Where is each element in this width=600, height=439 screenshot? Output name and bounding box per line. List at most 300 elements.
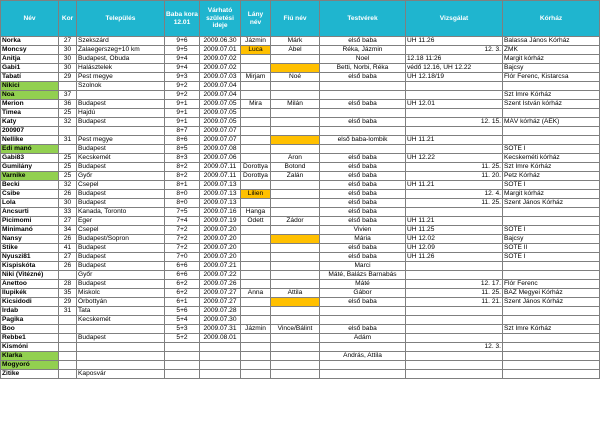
cell-nev[interactable]: Picimomi xyxy=(1,217,59,226)
cell-testverek[interactable]: Máté, Balázs Barnabás xyxy=(320,271,406,280)
cell-nev[interactable]: Gabi1 xyxy=(1,64,59,73)
cell-fiu[interactable]: Vince/Bálint xyxy=(271,325,320,334)
cell-varhato[interactable]: 2009.08.01 xyxy=(200,334,241,343)
cell-kor[interactable]: 27 xyxy=(59,217,77,226)
cell-nev[interactable]: Boo xyxy=(1,325,59,334)
cell-kor[interactable]: 31 xyxy=(59,136,77,145)
cell-telepules[interactable]: Tata xyxy=(77,307,165,316)
cell-kor[interactable] xyxy=(59,352,77,361)
cell-nev[interactable]: Nyuszi81 xyxy=(1,253,59,262)
cell-varhato[interactable]: 2009.07.08 xyxy=(200,145,241,154)
cell-kor[interactable]: 25 xyxy=(59,172,77,181)
cell-nev[interactable]: Irdab xyxy=(1,307,59,316)
cell-fiu[interactable] xyxy=(271,316,320,325)
cell-telepules[interactable] xyxy=(77,127,165,136)
cell-babakora[interactable]: 8+5 xyxy=(165,145,200,154)
cell-varhato[interactable]: 2009.07.11 xyxy=(200,172,241,181)
cell-babakora[interactable]: 9+4 xyxy=(165,55,200,64)
cell-testverek[interactable]: első baba xyxy=(320,325,406,334)
cell-korhaz[interactable]: Flór Ferenc xyxy=(503,280,600,289)
cell-testverek[interactable]: Marci xyxy=(320,262,406,271)
cell-lany[interactable] xyxy=(241,307,271,316)
cell-kor[interactable]: 26 xyxy=(59,262,77,271)
cell-fiu[interactable] xyxy=(271,361,320,370)
cell-nev[interactable]: Tabatí xyxy=(1,73,59,82)
cell-fiu[interactable] xyxy=(271,82,320,91)
cell-babakora[interactable]: 8+0 xyxy=(165,190,200,199)
cell-nev[interactable]: Anettoo xyxy=(1,280,59,289)
cell-fiu[interactable]: Zalán xyxy=(271,172,320,181)
cell-nev[interactable]: Nansy xyxy=(1,235,59,244)
cell-babakora[interactable] xyxy=(165,343,200,352)
cell-vizsgalat[interactable] xyxy=(406,334,503,343)
cell-vizsgalat[interactable] xyxy=(406,316,503,325)
cell-testverek[interactable]: első baba xyxy=(320,154,406,163)
cell-lany[interactable]: Jázmin xyxy=(241,325,271,334)
cell-kor[interactable] xyxy=(59,361,77,370)
cell-korhaz[interactable]: BAZ Megyei Kórház xyxy=(503,289,600,298)
cell-kor[interactable]: 34 xyxy=(59,226,77,235)
cell-kor[interactable]: 35 xyxy=(59,289,77,298)
cell-kor[interactable]: 32 xyxy=(59,181,77,190)
cell-babakora[interactable]: 8+7 xyxy=(165,127,200,136)
cell-lany[interactable] xyxy=(241,298,271,307)
cell-korhaz[interactable] xyxy=(503,109,600,118)
cell-nev[interactable]: Zitike xyxy=(1,370,59,379)
cell-testverek[interactable]: első baba xyxy=(320,217,406,226)
cell-telepules[interactable]: Hajdú xyxy=(77,109,165,118)
cell-babakora[interactable]: 6+6 xyxy=(165,271,200,280)
cell-telepules[interactable]: Csepel xyxy=(77,226,165,235)
cell-vizsgalat[interactable] xyxy=(406,73,503,82)
cell-vizsgalat[interactable] xyxy=(406,37,503,46)
cell-nev[interactable]: Stike xyxy=(1,244,59,253)
cell-korhaz[interactable] xyxy=(503,343,600,352)
cell-lany[interactable] xyxy=(241,154,271,163)
cell-lany[interactable]: Odett xyxy=(241,217,271,226)
cell-lany[interactable] xyxy=(241,91,271,100)
cell-testverek[interactable] xyxy=(320,370,406,379)
cell-korhaz[interactable]: ZMK xyxy=(503,46,600,55)
cell-korhaz[interactable] xyxy=(503,307,600,316)
cell-nev[interactable]: Edi manó xyxy=(1,145,59,154)
cell-korhaz[interactable]: Bajcsy xyxy=(503,64,600,73)
cell-telepules[interactable]: Budapest xyxy=(77,199,165,208)
cell-lany[interactable] xyxy=(241,118,271,127)
cell-babakora[interactable]: 9+1 xyxy=(165,118,200,127)
cell-lany[interactable] xyxy=(241,361,271,370)
header-fiu[interactable]: Fiú név xyxy=(271,1,320,37)
cell-telepules[interactable] xyxy=(77,325,165,334)
cell-nev[interactable]: Pagika xyxy=(1,316,59,325)
cell-nev[interactable]: Kicsidodi xyxy=(1,298,59,307)
cell-lany[interactable] xyxy=(241,244,271,253)
cell-babakora[interactable]: 7+4 xyxy=(165,217,200,226)
cell-lany[interactable] xyxy=(241,316,271,325)
cell-fiu[interactable]: Milán xyxy=(271,100,320,109)
cell-varhato[interactable]: 2009.07.31 xyxy=(200,325,241,334)
cell-korhaz[interactable]: SOTE I xyxy=(503,253,600,262)
cell-vizsgalat[interactable] xyxy=(406,370,503,379)
cell-kor[interactable]: 28 xyxy=(59,280,77,289)
cell-nev[interactable]: Nikici xyxy=(1,82,59,91)
cell-varhato[interactable]: 2009.07.27 xyxy=(200,289,241,298)
cell-varhato[interactable] xyxy=(200,370,241,379)
cell-varhato[interactable]: 2009.07.02 xyxy=(200,64,241,73)
cell-babakora[interactable]: 7+2 xyxy=(165,244,200,253)
cell-fiu[interactable] xyxy=(271,136,320,145)
cell-babakora[interactable]: 7+0 xyxy=(165,253,200,262)
cell-babakora[interactable]: 7+2 xyxy=(165,235,200,244)
cell-varhato[interactable]: 2009.07.20 xyxy=(200,226,241,235)
cell-testverek[interactable] xyxy=(320,307,406,316)
cell-testverek[interactable]: Vivien xyxy=(320,226,406,235)
cell-kor[interactable] xyxy=(59,82,77,91)
cell-varhato[interactable]: 2009.07.13 xyxy=(200,181,241,190)
cell-babakora[interactable]: 9+4 xyxy=(165,64,200,73)
cell-nev[interactable]: Gumilány xyxy=(1,163,59,172)
cell-korhaz[interactable] xyxy=(503,262,600,271)
cell-nev[interactable]: Varnike xyxy=(1,172,59,181)
cell-vizsgalat[interactable] xyxy=(406,352,503,361)
cell-lany[interactable] xyxy=(241,199,271,208)
cell-telepules[interactable]: Pest megye xyxy=(77,73,165,82)
cell-korhaz[interactable]: SOTE II xyxy=(503,244,600,253)
cell-korhaz[interactable]: SOTE I xyxy=(503,226,600,235)
cell-vizsgalat[interactable] xyxy=(406,100,503,109)
cell-babakora[interactable]: 7+2 xyxy=(165,226,200,235)
cell-testverek[interactable] xyxy=(320,127,406,136)
cell-varhato[interactable]: 2009.07.05 xyxy=(200,100,241,109)
cell-vizsgalat[interactable] xyxy=(406,199,503,208)
cell-kor[interactable] xyxy=(59,325,77,334)
cell-korhaz[interactable]: Margit kórház xyxy=(503,55,600,64)
cell-telepules[interactable]: Győr xyxy=(77,172,165,181)
cell-korhaz[interactable] xyxy=(503,352,600,361)
cell-testverek[interactable]: első baba xyxy=(320,163,406,172)
cell-telepules[interactable]: Halásztelek xyxy=(77,64,165,73)
cell-nev[interactable]: Klarka xyxy=(1,352,59,361)
cell-vizsgalat[interactable] xyxy=(406,55,503,64)
cell-korhaz[interactable] xyxy=(503,136,600,145)
cell-fiu[interactable] xyxy=(271,190,320,199)
cell-testverek[interactable]: Mária xyxy=(320,235,406,244)
cell-kor[interactable]: 31 xyxy=(59,307,77,316)
cell-fiu[interactable] xyxy=(271,181,320,190)
cell-korhaz[interactable] xyxy=(503,208,600,217)
cell-korhaz[interactable] xyxy=(503,217,600,226)
cell-vizsgalat[interactable] xyxy=(406,280,503,289)
cell-kor[interactable]: 25 xyxy=(59,109,77,118)
cell-fiu[interactable] xyxy=(271,235,320,244)
cell-testverek[interactable]: első baba xyxy=(320,172,406,181)
cell-lany[interactable] xyxy=(241,226,271,235)
cell-lany[interactable] xyxy=(241,352,271,361)
cell-testverek[interactable] xyxy=(320,109,406,118)
cell-kor[interactable] xyxy=(59,271,77,280)
cell-vizsgalat[interactable] xyxy=(406,64,503,73)
cell-lany[interactable] xyxy=(241,82,271,91)
cell-nev[interactable]: Niki (Vitézné) xyxy=(1,271,59,280)
cell-babakora[interactable] xyxy=(165,352,200,361)
cell-fiu[interactable] xyxy=(271,208,320,217)
cell-babakora[interactable]: 9+5 xyxy=(165,46,200,55)
cell-nev[interactable]: Nellike xyxy=(1,136,59,145)
cell-nev[interactable]: Minimanó xyxy=(1,226,59,235)
cell-vizsgalat[interactable] xyxy=(406,145,503,154)
cell-lany[interactable] xyxy=(241,136,271,145)
cell-fiu[interactable] xyxy=(271,64,320,73)
cell-vizsgalat[interactable] xyxy=(406,82,503,91)
cell-kor[interactable] xyxy=(59,370,77,379)
cell-kor[interactable]: 33 xyxy=(59,208,77,217)
cell-kor[interactable] xyxy=(59,343,77,352)
cell-varhato[interactable]: 2009.07.28 xyxy=(200,307,241,316)
cell-varhato[interactable]: 2009.07.30 xyxy=(200,316,241,325)
cell-nev[interactable]: Noa xyxy=(1,91,59,100)
cell-vizsgalat[interactable] xyxy=(406,172,503,181)
cell-telepules[interactable]: Győr xyxy=(77,271,165,280)
cell-testverek[interactable]: Máté xyxy=(320,280,406,289)
cell-nev[interactable]: Anitja xyxy=(1,55,59,64)
cell-varhato[interactable]: 2009.07.13 xyxy=(200,190,241,199)
cell-nev[interactable]: Norka xyxy=(1,37,59,46)
cell-testverek[interactable] xyxy=(320,91,406,100)
cell-korhaz[interactable]: Szent István kórház xyxy=(503,100,600,109)
cell-testverek[interactable]: első baba xyxy=(320,190,406,199)
cell-kor[interactable]: 30 xyxy=(59,55,77,64)
cell-kor[interactable]: 41 xyxy=(59,244,77,253)
cell-korhaz[interactable]: SOTE I xyxy=(503,145,600,154)
cell-korhaz[interactable] xyxy=(503,361,600,370)
cell-kor[interactable] xyxy=(59,127,77,136)
cell-babakora[interactable]: 8+0 xyxy=(165,199,200,208)
cell-kor[interactable]: 27 xyxy=(59,253,77,262)
cell-kor[interactable] xyxy=(59,145,77,154)
cell-testverek[interactable] xyxy=(320,361,406,370)
cell-nev[interactable]: Lola xyxy=(1,199,59,208)
cell-babakora[interactable]: 8+1 xyxy=(165,181,200,190)
cell-kor[interactable]: 30 xyxy=(59,199,77,208)
cell-lany[interactable]: Hanga xyxy=(241,208,271,217)
cell-fiu[interactable] xyxy=(271,271,320,280)
cell-vizsgalat[interactable] xyxy=(406,325,503,334)
cell-kor[interactable]: 26 xyxy=(59,235,77,244)
cell-fiu[interactable] xyxy=(271,298,320,307)
cell-fiu[interactable] xyxy=(271,343,320,352)
cell-vizsgalat[interactable] xyxy=(406,136,503,145)
cell-telepules[interactable]: Budapest xyxy=(77,163,165,172)
cell-vizsgalat[interactable] xyxy=(406,361,503,370)
cell-varhato[interactable]: 2009.07.11 xyxy=(200,163,241,172)
cell-testverek[interactable]: első baba xyxy=(320,253,406,262)
cell-telepules[interactable]: Budapest xyxy=(77,244,165,253)
cell-vizsgalat[interactable] xyxy=(406,253,503,262)
cell-korhaz[interactable] xyxy=(503,316,600,325)
cell-fiu[interactable] xyxy=(271,127,320,136)
cell-nev[interactable]: Gabi83 xyxy=(1,154,59,163)
cell-korhaz[interactable]: Balassa János Kórház xyxy=(503,37,600,46)
cell-lany[interactable]: Dorottya xyxy=(241,172,271,181)
cell-vizsgalat[interactable] xyxy=(406,127,503,136)
cell-telepules[interactable]: Eger xyxy=(77,217,165,226)
cell-lany[interactable] xyxy=(241,127,271,136)
cell-nev[interactable]: Merion xyxy=(1,100,59,109)
cell-babakora[interactable]: 6+2 xyxy=(165,280,200,289)
cell-varhato[interactable]: 2009.07.05 xyxy=(200,109,241,118)
cell-lany[interactable]: Anna xyxy=(241,289,271,298)
cell-korhaz[interactable]: SOTE I xyxy=(503,181,600,190)
cell-testverek[interactable]: Ádám xyxy=(320,334,406,343)
cell-kor[interactable]: 30 xyxy=(59,64,77,73)
cell-korhaz[interactable]: Szent János Kórház xyxy=(503,199,600,208)
cell-telepules[interactable]: Budapest xyxy=(77,334,165,343)
cell-fiu[interactable]: Attila xyxy=(271,289,320,298)
cell-fiu[interactable] xyxy=(271,55,320,64)
cell-telepules[interactable]: Orbottyán xyxy=(77,298,165,307)
cell-testverek[interactable]: első baba xyxy=(320,73,406,82)
cell-kor[interactable]: 29 xyxy=(59,73,77,82)
cell-kor[interactable]: 27 xyxy=(59,37,77,46)
cell-telepules[interactable]: Budapest xyxy=(77,190,165,199)
header-vizsgalat[interactable]: Vizsgálat xyxy=(406,1,503,37)
cell-telepules[interactable]: Budapest xyxy=(77,253,165,262)
cell-korhaz[interactable]: MÁV kórház (ÁEK) xyxy=(503,118,600,127)
cell-testverek[interactable]: első baba xyxy=(320,298,406,307)
cell-telepules[interactable]: Csepel xyxy=(77,181,165,190)
cell-varhato[interactable]: 2009.07.20 xyxy=(200,235,241,244)
cell-lany[interactable] xyxy=(241,334,271,343)
cell-fiu[interactable] xyxy=(271,226,320,235)
cell-vizsgalat[interactable] xyxy=(406,46,503,55)
cell-fiu[interactable] xyxy=(271,262,320,271)
cell-babakora[interactable]: 9+2 xyxy=(165,91,200,100)
cell-testverek[interactable] xyxy=(320,316,406,325)
cell-fiu[interactable] xyxy=(271,118,320,127)
cell-fiu[interactable]: Márk xyxy=(271,37,320,46)
cell-babakora[interactable]: 9+1 xyxy=(165,100,200,109)
cell-telepules[interactable]: Szekszárd xyxy=(77,37,165,46)
cell-lany[interactable] xyxy=(241,145,271,154)
cell-vizsgalat[interactable] xyxy=(406,343,503,352)
cell-telepules[interactable]: Zalaegerszeg+10 km xyxy=(77,46,165,55)
cell-vizsgalat[interactable] xyxy=(406,226,503,235)
cell-lany[interactable]: Dorottya xyxy=(241,163,271,172)
cell-varhato[interactable]: 2009.07.04 xyxy=(200,91,241,100)
cell-kor[interactable]: 36 xyxy=(59,100,77,109)
cell-korhaz[interactable] xyxy=(503,271,600,280)
cell-nev[interactable]: Katy xyxy=(1,118,59,127)
cell-fiu[interactable]: Noé xyxy=(271,73,320,82)
cell-telepules[interactable] xyxy=(77,352,165,361)
cell-nev[interactable]: Rebbe1 xyxy=(1,334,59,343)
cell-telepules[interactable] xyxy=(77,91,165,100)
cell-korhaz[interactable]: Flór Ferenc, Kistarcsa xyxy=(503,73,600,82)
cell-nev[interactable]: Kispiskóta xyxy=(1,262,59,271)
cell-telepules[interactable]: Budapest xyxy=(77,262,165,271)
cell-lany[interactable] xyxy=(241,181,271,190)
cell-testverek[interactable]: első baba xyxy=(320,244,406,253)
cell-testverek[interactable] xyxy=(320,343,406,352)
cell-lany[interactable] xyxy=(241,370,271,379)
cell-varhato[interactable]: 2009.07.21 xyxy=(200,262,241,271)
cell-vizsgalat[interactable] xyxy=(406,244,503,253)
cell-lany[interactable]: Lilien xyxy=(241,190,271,199)
cell-varhato[interactable]: 2009.07.20 xyxy=(200,253,241,262)
cell-nev[interactable]: Ilupikék xyxy=(1,289,59,298)
cell-vizsgalat[interactable] xyxy=(406,217,503,226)
cell-testverek[interactable]: első baba xyxy=(320,100,406,109)
cell-nev[interactable]: Timea xyxy=(1,109,59,118)
cell-lany[interactable] xyxy=(241,343,271,352)
cell-korhaz[interactable] xyxy=(503,334,600,343)
cell-korhaz[interactable] xyxy=(503,370,600,379)
cell-testverek[interactable]: András, Attila xyxy=(320,352,406,361)
cell-lany[interactable] xyxy=(241,235,271,244)
cell-lany[interactable] xyxy=(241,253,271,262)
cell-varhato[interactable]: 2009.07.02 xyxy=(200,55,241,64)
cell-babakora[interactable]: 8+2 xyxy=(165,163,200,172)
cell-kor[interactable]: 25 xyxy=(59,154,77,163)
cell-vizsgalat[interactable] xyxy=(406,163,503,172)
cell-fiu[interactable]: Zádor xyxy=(271,217,320,226)
cell-korhaz[interactable]: Bajcsy xyxy=(503,235,600,244)
cell-kor[interactable] xyxy=(59,334,77,343)
cell-babakora[interactable]: 8+2 xyxy=(165,172,200,181)
cell-babakora[interactable]: 5+6 xyxy=(165,307,200,316)
cell-vizsgalat[interactable] xyxy=(406,91,503,100)
cell-babakora[interactable] xyxy=(165,370,200,379)
cell-testverek[interactable]: első baba xyxy=(320,181,406,190)
cell-varhato[interactable]: 2009.07.27 xyxy=(200,298,241,307)
header-babakora[interactable]: Baba kora 12.01 xyxy=(165,1,200,37)
cell-lany[interactable]: Mira xyxy=(241,100,271,109)
cell-nev[interactable]: Mogyoró xyxy=(1,361,59,370)
cell-fiu[interactable] xyxy=(271,280,320,289)
cell-korhaz[interactable] xyxy=(503,82,600,91)
cell-telepules[interactable]: Kecskemét xyxy=(77,154,165,163)
cell-testverek[interactable]: Noel xyxy=(320,55,406,64)
cell-varhato[interactable] xyxy=(200,343,241,352)
cell-telepules[interactable]: Kanada, Toronto xyxy=(77,208,165,217)
cell-telepules[interactable]: Kaposvár xyxy=(77,370,165,379)
cell-fiu[interactable] xyxy=(271,244,320,253)
cell-vizsgalat[interactable] xyxy=(406,208,503,217)
cell-babakora[interactable] xyxy=(165,361,200,370)
cell-kor[interactable]: 32 xyxy=(59,118,77,127)
cell-fiu[interactable]: Ábel xyxy=(271,46,320,55)
cell-testverek[interactable]: első baba-lombik xyxy=(320,136,406,145)
cell-vizsgalat[interactable] xyxy=(406,298,503,307)
cell-fiu[interactable] xyxy=(271,199,320,208)
cell-vizsgalat[interactable] xyxy=(406,271,503,280)
cell-nev[interactable]: 200907 xyxy=(1,127,59,136)
cell-korhaz[interactable]: Petz Kórház xyxy=(503,172,600,181)
cell-nev[interactable]: Becki xyxy=(1,181,59,190)
cell-lany[interactable] xyxy=(241,109,271,118)
cell-testverek[interactable] xyxy=(320,145,406,154)
cell-varhato[interactable]: 2009.07.26 xyxy=(200,280,241,289)
cell-kor[interactable] xyxy=(59,316,77,325)
cell-korhaz[interactable]: Szent János Kórház xyxy=(503,298,600,307)
cell-varhato[interactable]: 2009.07.19 xyxy=(200,217,241,226)
header-varhato[interactable]: Várható születési ideje xyxy=(200,1,241,37)
cell-lany[interactable]: Mirjam xyxy=(241,73,271,82)
cell-testverek[interactable]: első baba xyxy=(320,118,406,127)
cell-vizsgalat[interactable] xyxy=(406,262,503,271)
cell-nev[interactable]: Csibe xyxy=(1,190,59,199)
cell-telepules[interactable]: Kecskemét xyxy=(77,316,165,325)
